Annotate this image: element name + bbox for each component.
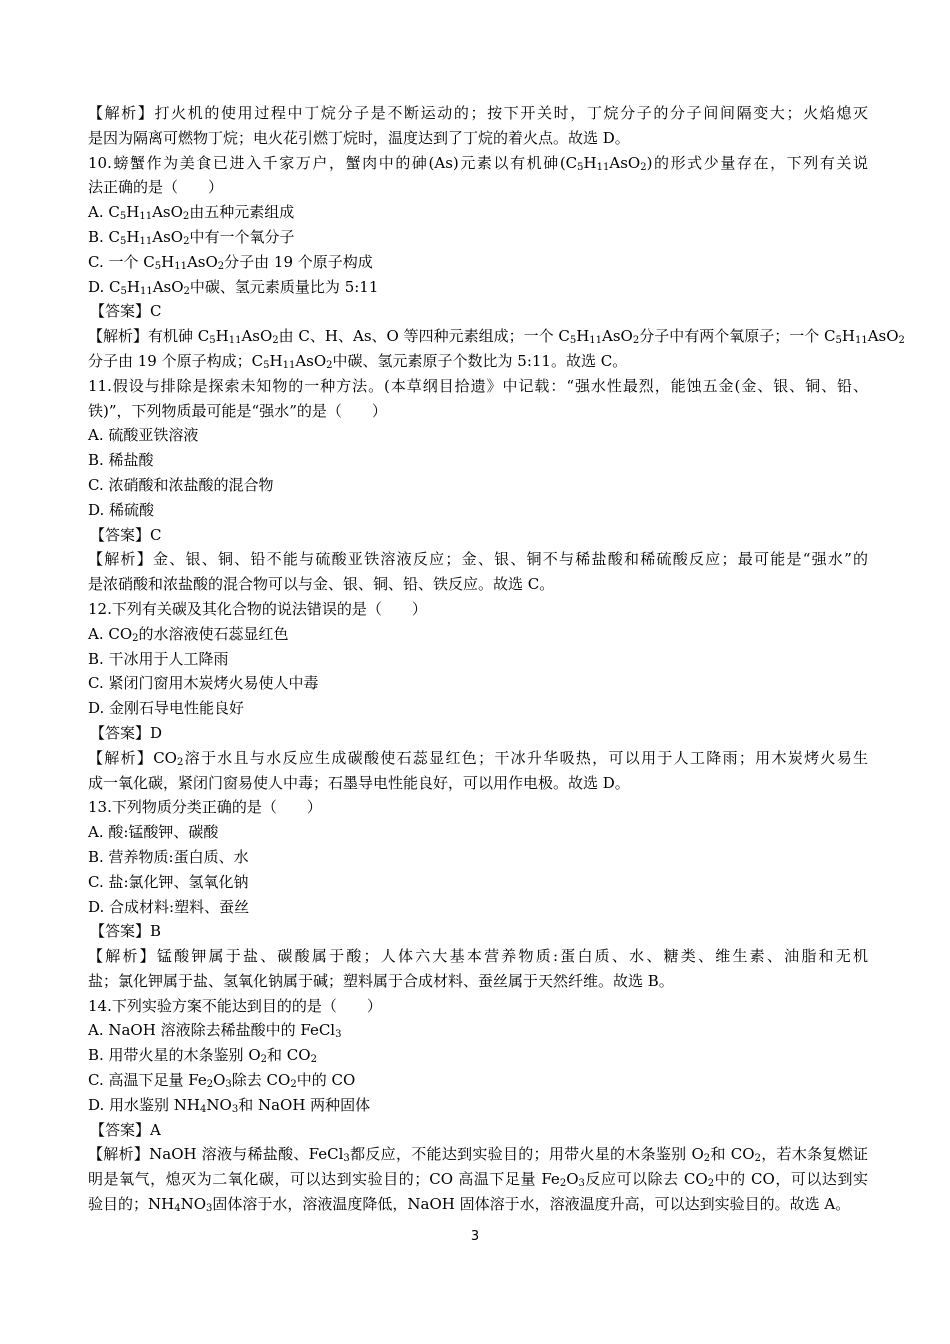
text-run: AsO [152,277,184,296]
text-run: D. 金刚石导电性能良好 [88,699,245,718]
q12-option-d [88,696,868,721]
text-run: AsO [602,327,633,346]
text-run: H [161,252,175,271]
q14-option-d [88,1093,868,1118]
subscript: 2 [754,1153,761,1165]
text-run: 【解析】CO [88,748,177,767]
text-run: ，若木条复燃证 [760,1145,868,1164]
text-run: C. 一个 C [88,252,155,271]
text-run: 明是氧气，熄灭为二氧化碳，可以达到实验目的；CO 高温下足量 Fe [88,1170,560,1189]
text-run: 铁)”，下列物质最可能是“强水”的是（ ） [88,401,387,420]
subscript: 3 [343,1153,350,1165]
q13-option-b [88,845,868,870]
q13-option-a [88,820,868,845]
text-run: C. 高温下足量 Fe [88,1071,207,1090]
text-run: B. 干冰用于人工降雨 [88,649,229,668]
q11-analysis-2 [88,572,868,597]
q10-stem-1 [88,151,868,176]
subscript: 2 [326,359,333,371]
text-run: D. C [88,277,121,296]
q14-analysis-1 [88,1142,868,1167]
q11-option-a [88,423,868,448]
text-run: 的水溶液使石蕊显红色 [138,624,289,643]
subscript: 2 [898,335,905,347]
text-run: C. 紧闭门窗用木炭烤火易使人中毒 [88,674,319,693]
text-run: 中碳、氢元素原子个数比为 5:11。故选 C。 [332,351,628,370]
subscript: 2 [206,1079,214,1091]
subscript: 3 [335,1029,342,1041]
q12-stem [88,597,868,622]
subscript: 5 [835,335,842,347]
text-run: AsO [186,252,218,271]
text-run: 成一氧化碳，紧闭门窗易使人中毒；石墨导电性能良好，可以用作电极。故选 D。 [88,773,630,792]
q10-option-b [88,225,868,250]
text-run: 和 CO [710,1145,755,1164]
text-run: AsO [152,203,183,222]
subscript: 11 [596,161,610,173]
text-run: )的形式少量存在，下列有关说 [646,153,869,172]
text-run: C. 浓硝酸和浓盐酸的混合物 [88,475,274,494]
text-run: 【解析】NaOH 溶液与稀盐酸、FeCl [88,1145,344,1164]
text-run: AsO [152,227,184,246]
q14-option-a [88,1018,868,1043]
text-run: B. 营养物质:蛋白质、水 [88,847,249,866]
text-run: 【答案】A [90,1120,161,1139]
document-body [88,101,905,1217]
q12-answer [88,721,868,746]
q13-option-c [88,870,868,895]
q11-option-b [88,448,868,473]
text-run: 是因为隔离可燃物丁烷；电火花引燃丁烷时，温度达到了丁烷的着火点。故选 D。 [88,128,630,147]
text-run: H [576,327,590,346]
q13-stem [88,795,868,820]
text-run: H [126,277,140,296]
q9-analysis-2 [88,126,868,151]
q14-analysis-2 [88,1167,868,1192]
text-run: H [269,351,283,370]
text-run: O [213,1071,226,1090]
text-run: 【解析】有机砷 C [88,327,210,346]
page-number: 3 [470,1229,480,1244]
q10-analysis-1 [88,324,905,349]
text-run: AsO [241,327,273,346]
text-run: 和 NaOH 两种固体 [238,1095,371,1114]
text-run: 分子中有两个氧原子；一个 C [639,327,836,346]
text-run: B. 稀盐酸 [88,451,154,470]
subscript: 11 [139,211,153,223]
text-run: 中碳、氢元素质量比为 5:11 [189,277,379,296]
q11-stem-2 [88,399,868,424]
text-run: A. CO [88,624,133,643]
text-run: B. 用带火星的木条鉴别 O [88,1046,261,1065]
text-run: 由 C、H、As、O 等四种元素组成；一个 C [278,327,570,346]
subscript: 3 [225,1079,232,1091]
text-run: 分子由 19 个原子构成 [224,252,373,271]
q12-option-c [88,671,868,696]
subscript: 5 [120,285,127,297]
subscript: 4 [174,1203,181,1215]
text-run: 法正确的是（ ） [88,178,224,197]
q11-stem-1 [88,374,868,399]
text-run: 【答案】C [90,302,162,321]
subscript: 11 [854,335,868,347]
text-run: AsO [867,327,899,346]
q12-analysis-2 [88,771,868,796]
text-run: 【解析】锰酸钾属于盐、碳酸属于酸；人体六大基本营养物质:蛋白质、水、糖类、维生素、油脂和无机 [88,947,868,966]
text-run: A. NaOH 溶液除去稀盐酸中的 FeCl [88,1021,336,1040]
text-run: 中有一个氧分子 [189,227,295,246]
text-run: 中的 CO [296,1071,356,1090]
subscript: 2 [290,1079,297,1091]
text-run: 固体溶于水，溶液温度降低，NaOH 固体溶于水，溶液温度升高，可以达到实验目的。故选 A。 [212,1195,851,1214]
q10-analysis-2 [88,349,868,374]
subscript: 2 [183,285,190,297]
q14-answer [88,1118,868,1143]
q10-stem-2 [88,175,868,200]
text-run: H [583,153,597,172]
q14-option-c [88,1068,868,1093]
q12-option-a [88,622,868,647]
text-run: 10.螃蟹作为美食已进入千家万户，蟹肉中的砷(As)元素以有机砷(C [88,153,578,172]
subscript: 2 [183,235,190,247]
text-run: NO [180,1195,207,1214]
q10-option-a [88,200,868,225]
text-run: H [126,227,140,246]
text-run: NO [206,1095,232,1114]
text-run: 由五种元素组成 [189,203,295,222]
text-run: O [566,1170,579,1189]
subscript: 3 [231,1103,239,1115]
text-run: 【解析】打火机的使用过程中丁烷分子是不断运动的；按下开关时，丁烷分子的分子间间隔变大；火焰熄灭 [88,104,868,122]
text-run: 是浓硝酸和浓盐酸的混合物可以与金、银、铜、铅、铁反应。故选 C。 [88,575,555,594]
subscript: 11 [589,335,603,347]
q13-option-d [88,895,868,920]
subscript: 5 [209,335,216,347]
text-run: A. 酸:锰酸钾、碳酸 [88,823,219,842]
text-run: AsO [295,351,327,370]
subscript: 5 [569,335,577,347]
text-run: 除去 CO [231,1071,291,1090]
text-run: 【解析】金、银、铜、铅不能与硫酸亚铁溶液反应；金、银、铜不与稀盐酸和稀硫酸反应；最可能是“强水”的 [88,550,868,569]
text-run: 反应可以除去 CO [584,1170,708,1189]
subscript: 2 [272,335,279,347]
text-run: H [215,327,229,346]
subscript: 4 [200,1103,207,1115]
text-run: D. 合成材料:塑料、蚕丝 [88,897,250,916]
subscript: 2 [703,1153,711,1165]
q11-option-c [88,473,868,498]
text-run: A. C [88,203,120,222]
text-run: C. 盐:氯化钾、氢氧化钠 [88,872,249,891]
subscript: 3 [206,1203,213,1215]
subscript: 5 [263,359,270,371]
subscript: 11 [139,235,153,247]
text-run: B. C [88,227,121,246]
subscript: 11 [174,260,187,272]
subscript: 11 [228,335,242,347]
q11-analysis-1 [88,547,868,572]
subscript: 2 [559,1178,567,1190]
subscript: 2 [176,756,184,768]
q13-answer [88,919,868,944]
text-run: 13.下列物质分类正确的是（ ） [88,798,322,817]
subscript: 2 [632,335,640,347]
text-run: 验目的；NH [88,1195,175,1214]
text-run: 中的 CO，可以达到实 [714,1170,869,1189]
subscript: 2 [310,1054,317,1066]
text-run: 都反应，不能达到实验目的；用带火星的木条鉴别 O [349,1145,704,1164]
q14-option-b [88,1043,868,1068]
text-run: 【答案】D [90,723,163,742]
text-run: 14.下列实验方案不能达到目的的是（ ） [88,996,382,1015]
q13-analysis-1 [88,944,868,969]
text-run: 11.假设与排除是探索未知物的一种方法。(本草纲目拾遗》中记载：“强水性最烈，能蚀五金(金、银、铜、铅、 [88,376,868,395]
subscript: 11 [282,359,296,371]
q10-option-c [88,250,868,275]
subscript: 11 [139,285,153,297]
subscript: 2 [132,632,139,644]
text-run: 分子由 19 个原子构成；C [88,351,264,370]
q11-option-d [88,498,868,523]
subscript: 2 [217,260,225,272]
q12-analysis-1 [88,746,868,771]
q9-analysis-1 [88,101,868,126]
subscript: 3 [578,1178,585,1190]
q11-answer [88,523,868,548]
text-run: H [126,203,140,222]
q12-option-b [88,647,868,672]
subscript: 5 [119,211,127,223]
text-run: 【答案】B [90,922,162,941]
text-run: 盐；氯化钾属于盐、氢氧化钠属于碱；塑料属于合成材料、蚕丝属于天然纤维。故选 B。 [88,971,674,990]
subscript: 2 [260,1054,268,1066]
q13-analysis-2 [88,969,868,994]
q14-analysis-3 [88,1192,868,1217]
text-run: H [841,327,855,346]
text-run: A. 硫酸亚铁溶液 [88,426,199,445]
subscript: 2 [707,1178,715,1190]
subscript: 5 [154,260,162,272]
text-run: 和 CO [267,1046,311,1065]
text-run: D. 稀硫酸 [88,500,155,519]
text-run: 溶于水且与水反应生成碳酸使石蕊显红色；干冰升华吸热，可以用于人工降雨；用木炭烤火易生 [183,748,868,767]
subscript: 2 [182,211,190,223]
text-run: 【答案】C [90,525,162,544]
text-run: 12.下列有关碳及其化合物的说法错误的是（ ） [88,599,427,618]
subscript: 2 [640,161,647,173]
subscript: 5 [577,161,584,173]
text-run: D. 用水鉴别 NH [88,1095,201,1114]
subscript: 5 [120,235,127,247]
q10-answer [88,299,868,324]
text-run: AsO [609,153,641,172]
q10-option-d [88,275,868,300]
q14-stem [88,994,868,1019]
